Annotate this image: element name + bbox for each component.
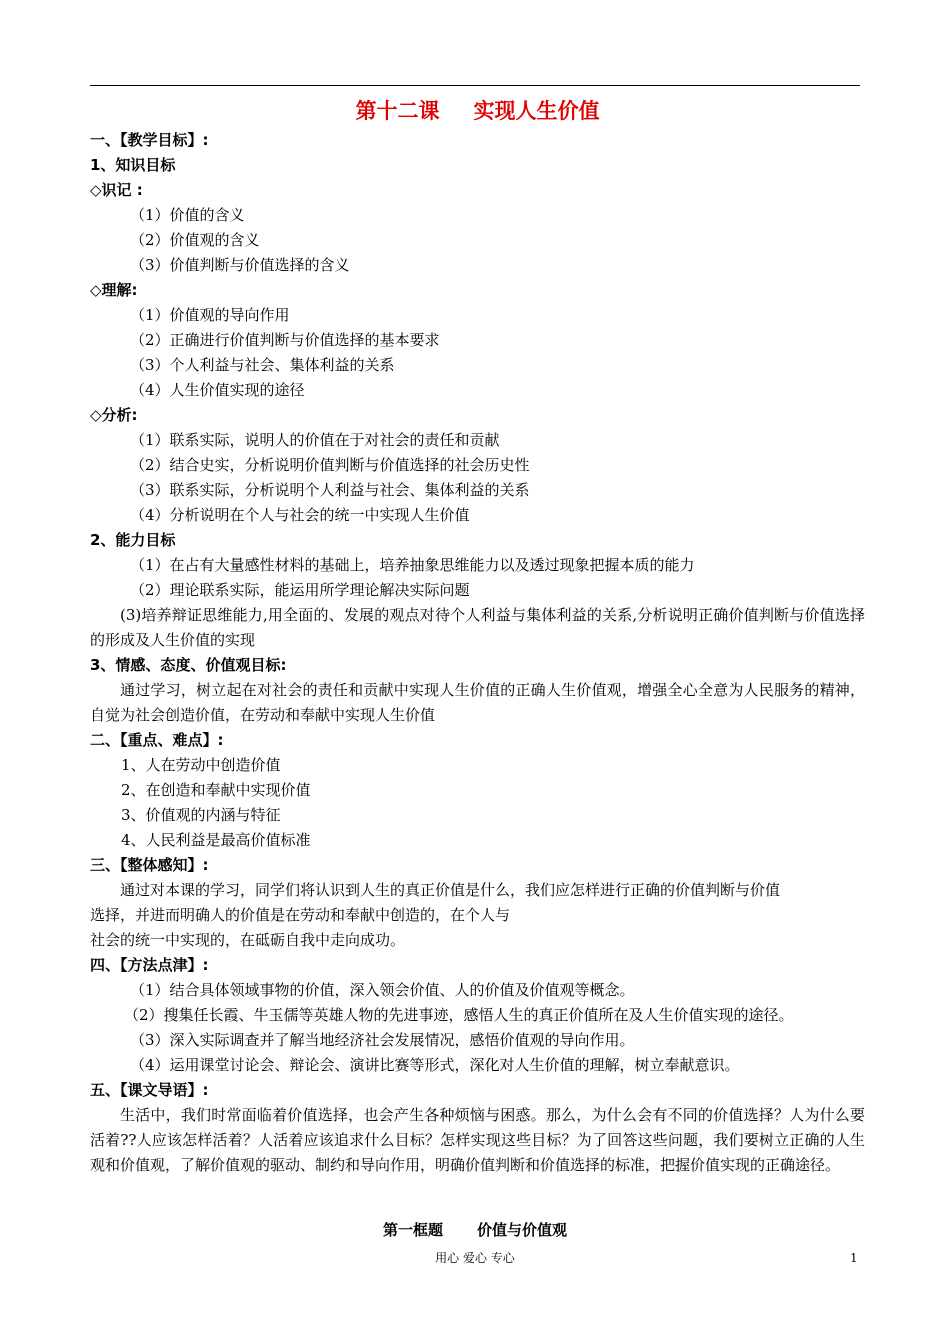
list-item: （2）正确进行价值判断与价值选择的基本要求 (130, 331, 440, 349)
ability-goals-label: 2、能力目标 (90, 531, 176, 549)
lesson-title (90, 96, 865, 126)
list-item: 2、在创造和奉献中实现价值 (121, 781, 311, 799)
list-item: （1）联系实际，说明人的价值在于对社会的责任和贡献 (130, 431, 500, 449)
section-heading-introduction: 五、【课文导语】: (90, 1081, 209, 1099)
section-subtitle (0, 1218, 950, 1243)
list-item: （4）运用课堂讨论会、辩论会、演讲比赛等形式，深化对人生价值的理解，树立奉献意识。 (130, 1056, 740, 1074)
header-rule (90, 85, 860, 86)
understand-label: ◇理解: (90, 281, 138, 299)
subtitle-number: 第一框题 (382, 1221, 443, 1239)
ability-item-3: (3)培养辩证思维能力,用全面的、发展的观点对待个人利益与集体利益的关系,分析说明正确价值判断与价值选择的形成及人生价值的实现 (90, 606, 865, 649)
list-item: （3）联系实际，分析说明个人利益与社会、集体利益的关系 (130, 481, 530, 499)
subtitle-text: 价值与价值观 (477, 1221, 568, 1239)
list-item: （1）在占有大量感性材料的基础上，培养抽象思维能力以及透过现象把握本质的能力 (130, 556, 695, 574)
section-heading-goals: 一、【教学目标】: (90, 131, 209, 149)
page-footer: 用心 爱心 专心 (435, 1251, 515, 1265)
overview-line: 社会的统一中实现的，在砥砺自我中走向成功。 (90, 931, 406, 949)
list-item: （4）人生价值实现的途径 (130, 381, 305, 399)
list-item: （1）价值的含义 (130, 206, 245, 224)
list-item: （2）理论联系实际，能运用所学理论解决实际问题 (130, 581, 470, 599)
list-item: （3）深入实际调查并了解当地经济社会发展情况，感悟价值观的导向作用。 (130, 1031, 635, 1049)
analyze-label: ◇分析: (90, 406, 138, 424)
section-heading-key-points: 二、【重点、难点】: (90, 731, 224, 749)
overview-line: 选择，并进而明确人的价值是在劳动和奉献中创造的，在个人与 (90, 906, 511, 924)
list-item: （3）价值判断与价值选择的含义 (130, 256, 350, 274)
section-heading-methods: 四、【方法点津】: (90, 956, 209, 974)
list-item: （4）分析说明在个人与社会的统一中实现人生价值 (130, 506, 470, 524)
introduction-text: 生活中，我们时常面临着价值选择，也会产生各种烦恼与困惑。那么，为什么会有不同的价值选择？人为什么要活着??人应该怎样活着？人活着应该追求什么目标？怎样实现这些目标？为了回答这些问题，我们要树立正确的人生观和价值观，了解价值观的驱动、制约和导向作用，明确价值判断和价值选择的标准，把握价值实现的正确途径。 (90, 1106, 865, 1174)
emotion-goals-label: 3、情感、态度、价值观目标: (90, 656, 287, 674)
list-item: （3）个人利益与社会、集体利益的关系 (130, 356, 395, 374)
list-item: （2）结合史实，分析说明价值判断与价值选择的社会历史性 (130, 456, 530, 474)
list-item: （1）结合具体领域事物的价值，深入领会价值、人的价值及价值观等概念。 (130, 981, 635, 999)
list-item: （2）价值观的含义 (130, 231, 260, 249)
list-item: 3、价值观的内涵与特征 (121, 806, 281, 824)
lesson-title-number: 第十二课 (355, 99, 440, 123)
section-heading-overview: 三、【整体感知】: (90, 856, 209, 874)
knowledge-goals-label: 1、知识目标 (90, 156, 176, 174)
page-number: 1 (850, 1251, 858, 1265)
list-item: 4、人民利益是最高价值标准 (121, 831, 311, 849)
list-item: （2）搜集任长霞、牛玉儒等英雄人物的先进事迹，感悟人生的真正价值所在及人生价值实现的途径。 (124, 1006, 794, 1024)
list-item: 1、人在劳动中创造价值 (121, 756, 281, 774)
lesson-title-text: 实现人生价值 (473, 99, 600, 123)
recall-label: ◇识记 : (90, 181, 143, 199)
document-body (90, 96, 865, 1178)
list-item: （1）价值观的导向作用 (130, 306, 290, 324)
emotion-goals-text: 通过学习，树立起在对社会的责任和贡献中实现人生价值的正确人生价值观，增强全心全意为人民服务的精神，自觉为社会创造价值，在劳动和奉献中实现人生价值 (90, 681, 865, 724)
overview-line: 通过对本课的学习，同学们将认识到人生的真正价值是什么，我们应怎样进行正确的价值判断与价值 (120, 881, 781, 899)
